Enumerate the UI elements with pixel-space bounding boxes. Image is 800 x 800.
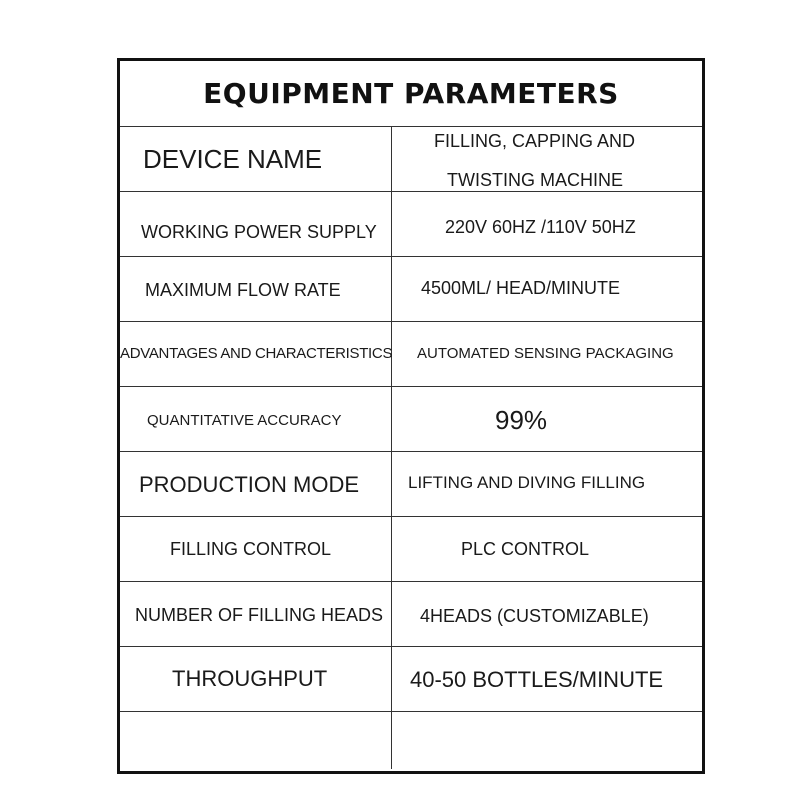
label-cell xyxy=(120,517,392,581)
row-value: LIFTING AND DIVING FILLING xyxy=(408,473,646,492)
value-cell xyxy=(392,452,702,516)
table-title: EQUIPMENT PARAMETERS xyxy=(203,77,619,110)
row-label: QUANTITATIVE ACCURACY xyxy=(147,412,342,429)
row-value: 4HEADS (CUSTOMIZABLE) xyxy=(420,606,649,626)
row-value: 99% xyxy=(495,405,548,435)
row-value: AUTOMATED SENSING PACKAGING xyxy=(417,345,674,362)
row-label: FILLING CONTROL xyxy=(170,539,332,559)
row-value: PLC CONTROL xyxy=(461,539,590,559)
row-label: MAXIMUM FLOW RATE xyxy=(145,280,341,300)
value-cell xyxy=(392,192,702,256)
table-row xyxy=(120,452,702,517)
label-cell xyxy=(120,192,392,256)
row-label: DEVICE NAME xyxy=(143,144,323,174)
parameters-table xyxy=(117,58,705,774)
label-cell xyxy=(120,127,392,191)
value-cell xyxy=(392,582,702,646)
row-label: PRODUCTION MODE xyxy=(139,472,359,497)
table-row xyxy=(120,387,702,452)
value-cell xyxy=(392,647,702,711)
table-row xyxy=(120,582,702,647)
value-cell xyxy=(392,517,702,581)
row-label: NUMBER OF FILLING HEADS xyxy=(135,605,384,625)
row-label: THROUGHPUT xyxy=(172,666,328,691)
value-cell xyxy=(392,387,702,451)
table-row xyxy=(120,322,702,387)
table-row-empty xyxy=(120,712,702,769)
table-row xyxy=(120,647,702,712)
table-row xyxy=(120,517,702,582)
label-cell xyxy=(120,387,392,451)
table-row xyxy=(120,192,702,257)
label-cell xyxy=(120,452,392,516)
label-cell xyxy=(120,712,392,769)
row-label: ADVANTAGES AND CHARACTERISTICS xyxy=(120,345,393,362)
row-label: WORKING POWER SUPPLY xyxy=(141,222,377,242)
label-cell xyxy=(120,647,392,711)
value-cell xyxy=(392,127,702,191)
row-value-line2: TWISTING MACHINE xyxy=(447,170,623,190)
row-value: 220V 60HZ /110V 50HZ xyxy=(445,217,636,237)
label-cell xyxy=(120,257,392,321)
value-cell xyxy=(392,712,702,769)
value-cell xyxy=(392,257,702,321)
table-row xyxy=(120,257,702,322)
row-value-line1: FILLING, CAPPING AND xyxy=(434,131,636,151)
value-cell xyxy=(392,322,702,386)
row-value: 40-50 BOTTLES/MINUTE xyxy=(410,667,664,692)
label-cell xyxy=(120,582,392,646)
row-value: 4500ML/ HEAD/MINUTE xyxy=(421,278,621,298)
table-header xyxy=(120,61,702,127)
table-row xyxy=(120,127,702,192)
label-cell xyxy=(120,322,392,386)
